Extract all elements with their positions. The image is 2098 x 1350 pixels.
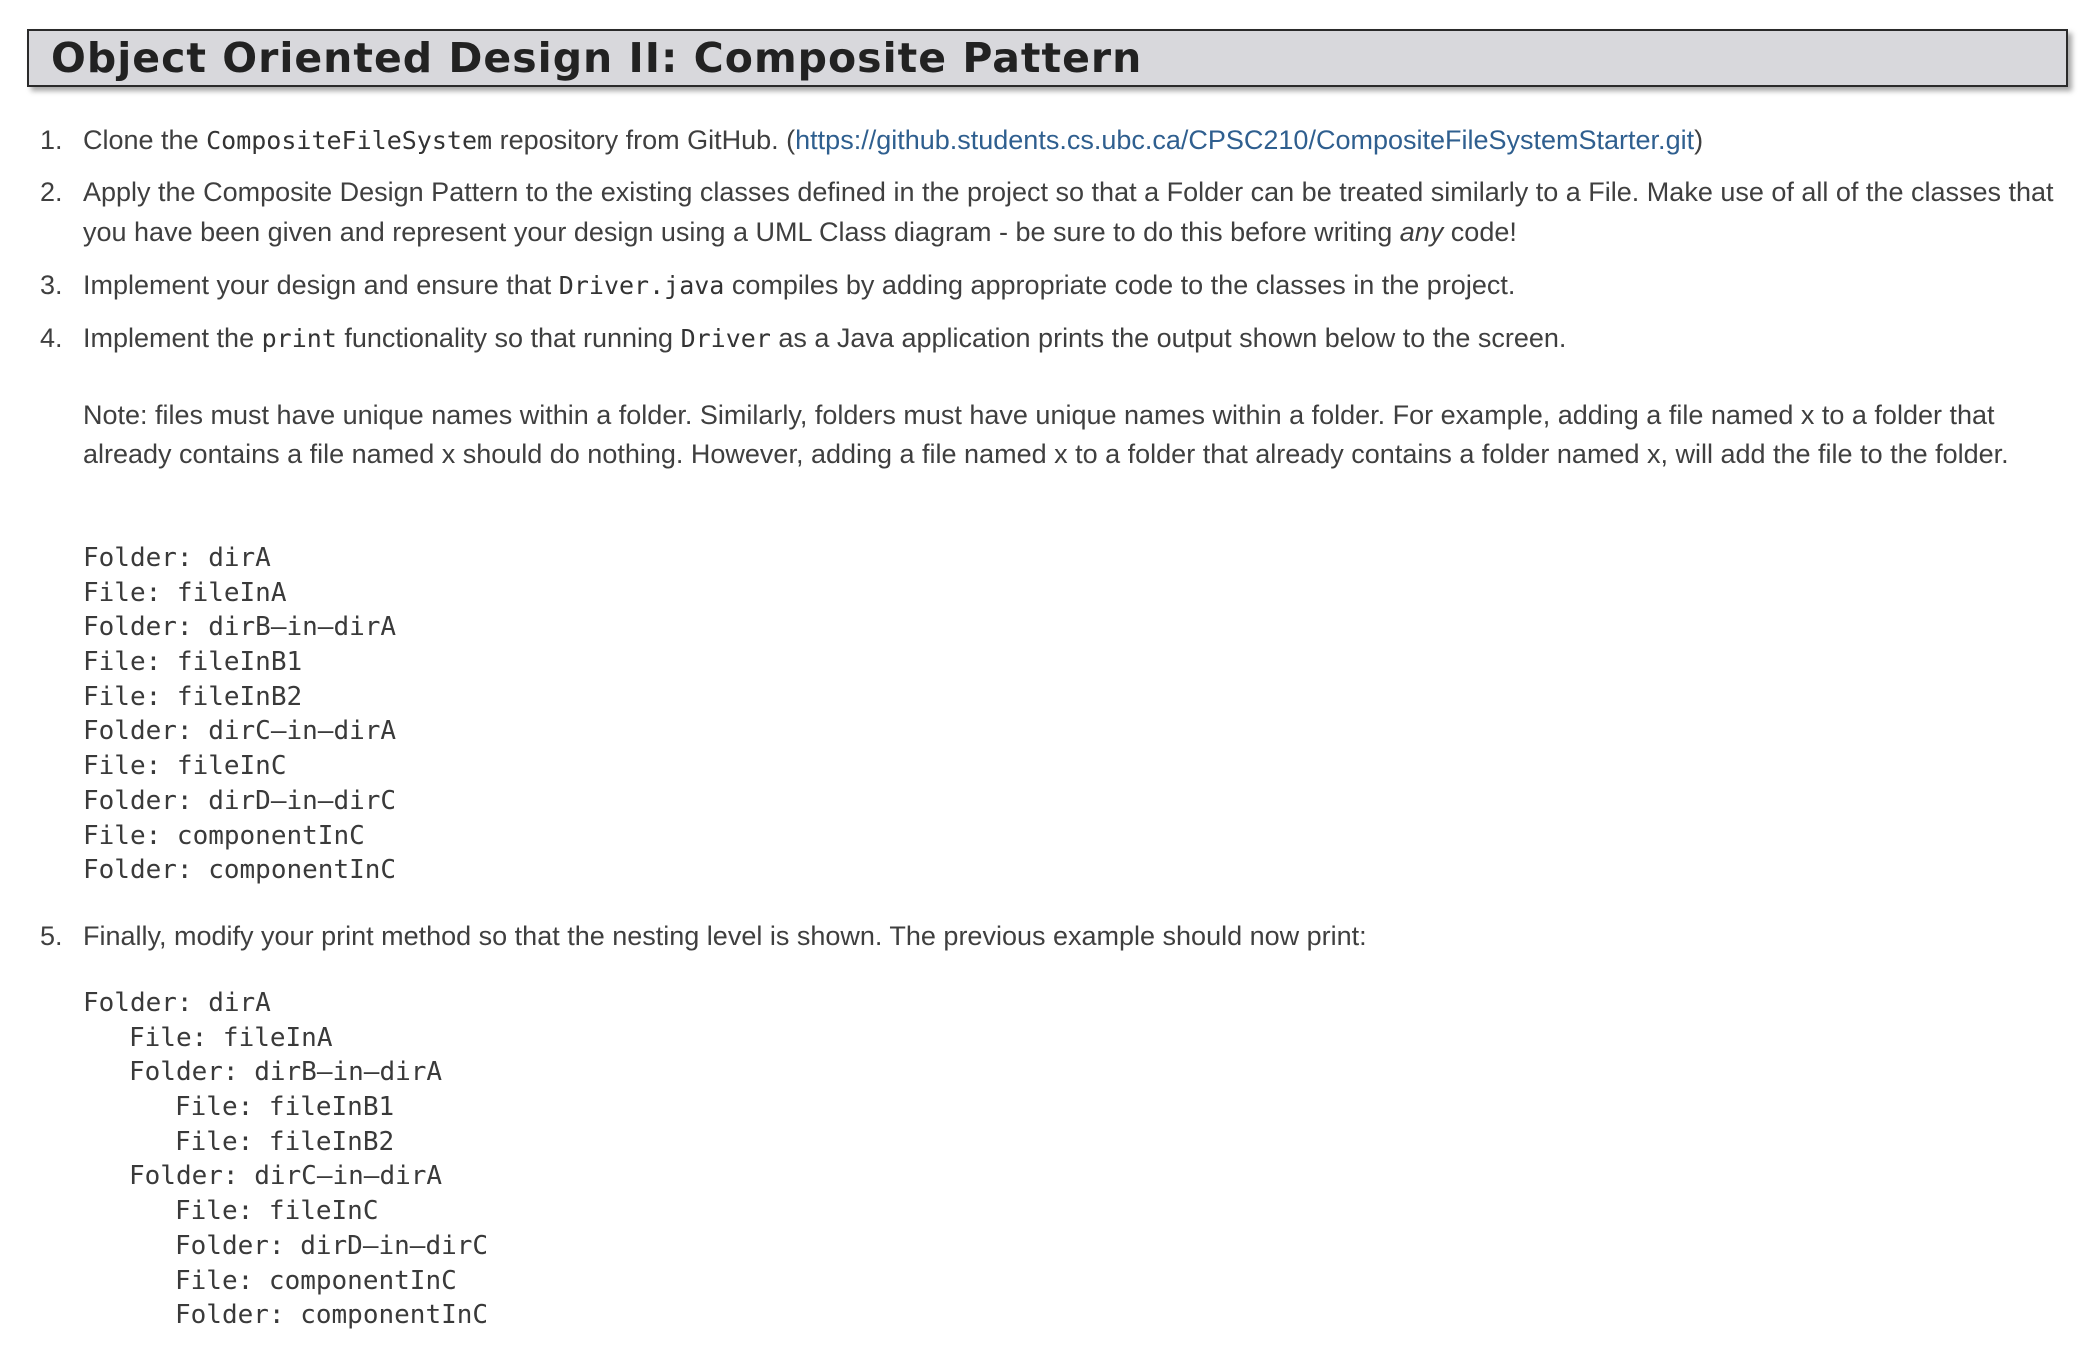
- step-text: [83, 120, 2073, 161]
- step-number: 5.: [40, 921, 63, 951]
- step-number: 3.: [40, 270, 63, 300]
- text-fragment: Clone the: [83, 125, 207, 155]
- step-text: [83, 318, 2073, 359]
- nested-output-line: File: fileInB1: [175, 1092, 395, 1123]
- output-line: File: fileInB2: [83, 681, 303, 712]
- text-fragment: code!: [1443, 217, 1517, 247]
- title-banner: [27, 29, 2068, 87]
- text-fragment: Apply the Composite Design Pattern to the existing classes defined in the project so that a Folder can be treated similarly to a File. Make use of all of the classes that you have been given and represent your design using a UML Class diagram - be sure to do this before writing: [83, 177, 2054, 247]
- nested-output-line: Folder: dirD–in–dirC: [175, 1230, 489, 1261]
- text-fragment: compiles by adding appropriate code to the classes in the project.: [724, 270, 1516, 300]
- output-line: Folder: dirD–in–dirC: [83, 785, 397, 816]
- inline-code: Driver.java: [558, 271, 725, 300]
- step-number: 1.: [40, 125, 63, 155]
- output-line: Folder: dirB–in–dirA: [83, 612, 397, 643]
- step-text: [83, 172, 2073, 252]
- page-title: Object Oriented Design II: Composite Pattern: [51, 34, 1143, 82]
- nested-output-line: Folder: dirC–in–dirA: [129, 1161, 443, 1192]
- nested-output-line: File: fileInC: [175, 1196, 379, 1227]
- output-line: File: fileInC: [83, 751, 287, 782]
- output-line: File: fileInA: [83, 577, 287, 608]
- step-text: [83, 265, 2073, 306]
- output-line: File: componentInC: [83, 820, 365, 851]
- nested-output-line: File: componentInC: [175, 1265, 457, 1296]
- text-fragment: Implement your design and ensure that: [83, 270, 559, 300]
- text-fragment: Implement the: [83, 323, 262, 353]
- nested-output-line: File: fileInA: [129, 1022, 333, 1053]
- nested-output-block: [83, 986, 488, 1333]
- step-number: 4.: [40, 323, 63, 353]
- inline-code: CompositeFileSystem: [206, 126, 493, 155]
- nested-output-line: Folder: componentInC: [175, 1300, 489, 1331]
- repository-link[interactable]: https://github.students.cs.ubc.ca/CPSC210/CompositeFileSystemStarter.git: [795, 125, 1695, 155]
- text-fragment: ): [1694, 125, 1704, 155]
- flat-output-block: [83, 541, 396, 888]
- step-text: Finally, modify your print method so that the nesting level is shown. The previous example should now print:: [83, 921, 1367, 951]
- step-number: 2.: [40, 177, 63, 207]
- text-fragment: functionality so that running: [336, 323, 681, 353]
- output-line: Folder: dirA: [83, 543, 271, 573]
- output-line: Folder: componentInC: [83, 855, 397, 886]
- inline-code: Driver: [680, 324, 771, 353]
- emphasis-text: any: [1399, 217, 1444, 247]
- uniqueness-note: Note: files must have unique names within a folder. Similarly, folders must have unique names within a folder. For example, adding a file named x to a folder that already contains a file named x should do nothing. However, adding a file named x to a folder that already contains a folder named x, will add the file to the folder.: [83, 400, 2009, 469]
- output-line: Folder: dirC–in–dirA: [83, 716, 397, 747]
- inline-code: print: [261, 324, 337, 353]
- nested-output-line: Folder: dirA: [83, 988, 271, 1018]
- output-line: File: fileInB1: [83, 647, 303, 678]
- text-fragment: as a Java application prints the output shown below to the screen.: [770, 323, 1567, 353]
- nested-output-line: Folder: dirB–in–dirA: [129, 1057, 443, 1088]
- text-fragment: repository from GitHub. (: [492, 125, 796, 155]
- nested-output-line: File: fileInB2: [175, 1126, 395, 1157]
